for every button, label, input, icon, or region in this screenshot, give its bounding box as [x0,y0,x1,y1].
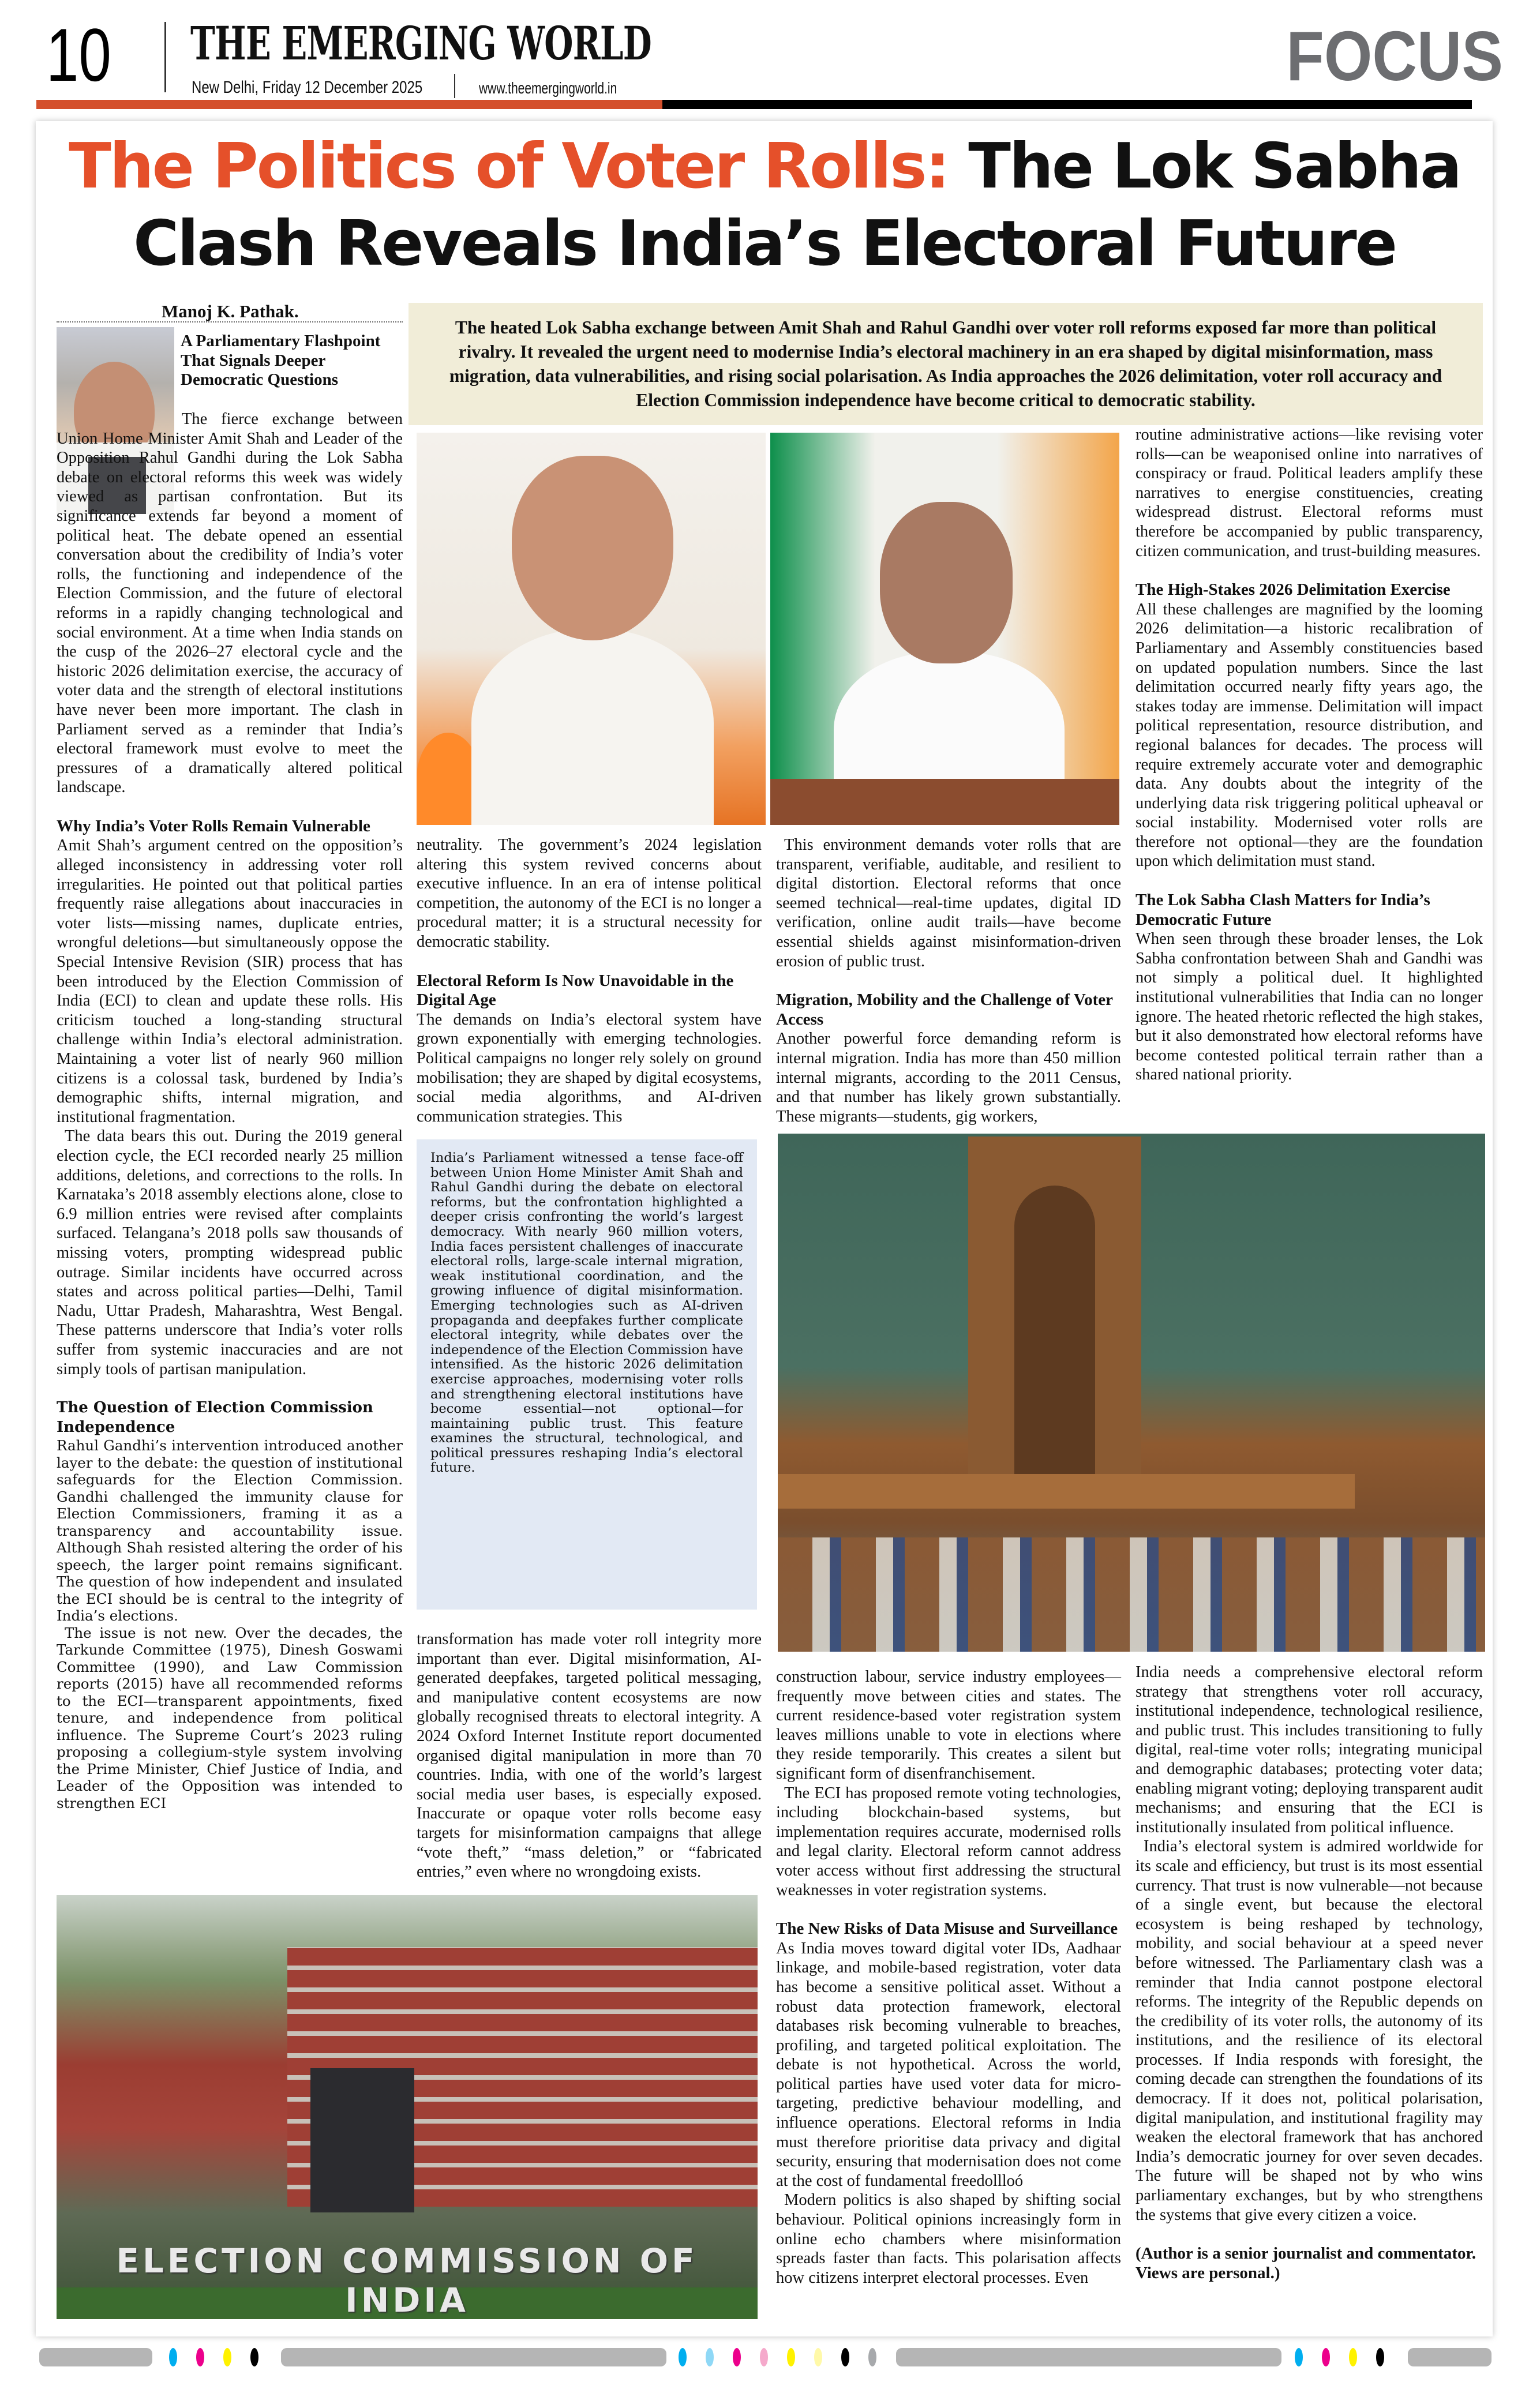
column-3-bottom [776,1667,1121,2287]
registration-dot-magenta [733,2348,741,2366]
column-1-top [181,332,403,390]
registration-gray-bar [1408,2348,1491,2366]
registration-dot-cyan [1295,2348,1303,2366]
subhead-vulnerable: Why India’s Voter Rolls Remain Vulnerable [57,816,370,835]
registration-dot-magenta [1322,2348,1330,2366]
registration-dot-light-cyan [706,2348,714,2366]
gandhi-table [770,779,1119,825]
shah-head [512,456,673,640]
gandhi-head [880,502,1013,663]
headline-black-part: The Lok Sabha Clash Reveals India’s Electoral Future [133,130,1460,280]
standfirst-deck: The heated Lok Sabha exchange between Amit Shah and Rahul Gandhi over voter roll reforms exposed far more than political rivalry. It revealed the urgent need to modernise India’s electoral machinery in an era shaped by digital misinformation, mass migration, data vulnerabilities, and rising social polarisation. As India approaches the 2026 delimitation, voter roll accuracy and Election Commission independence have become critical to democratic stability. [409,303,1483,425]
registration-dot-black [1376,2348,1384,2366]
registration-dot-yellow [1349,2348,1357,2366]
masthead-rule-orange [36,100,662,109]
paragraph-routine: routine administrative actions—like revising voter rolls—can be weaponised online into narratives of conspiracy or fraud. Political leaders amplify these narratives to energise constituencies, creating widespread distrust. Electoral reforms must therefore be accompanied by public transparency, citizen communication, and trust-building measures. [1135,426,1483,560]
registration-gray-bar [281,2348,666,2366]
paragraph-social: Modern politics is also shaped by shifting social behaviour. Political opinions increasingly form in online echo chambers where misinformation spreads faster than facts. This polarisation affects how citizens interpret electoral processes. Even [776,2191,1121,2287]
eci-sign-text: ELECTION COMMISSION OF INDIA [116,2241,698,2319]
paragraph-clash: When seen through these broader lenses, the Lok Sabha confrontation between Shah and Gandhi was not simply a political duel. It highlighted institutional vulnerabilities that India can no longer ignore. The heated rhetoric reflected the high stakes, but it also demonstrated how electoral reforms have become contested political terrain rather than a shared national priority. [1135,930,1483,1084]
paragraph-neutrality: neutrality. The government’s 2024 legislation altering this system revived concerns about executive influence. In an era of intense political competition, the autonomy of the ECI is no longer a procedural matter; it is a structural necessity for democratic stability. [417,836,762,951]
speaker-arch [1014,1186,1095,1486]
lok-sabha-chamber-photo [778,1134,1485,1652]
registration-dot-yellow [787,2348,795,2366]
paragraph-migration: Another powerful force demanding reform is internal migration. India has more than 450 million internal migrants, according to the 2011 Census, and that number has likely grown substantially. These migrants—students, gig workers, [776,1030,1121,1126]
subhead-data-misuse: The New Risks of Data Misuse and Surveillance [776,1919,1118,1938]
paragraph-migration-cont: construction labour, service industry employees—frequently move between cities and states. The current residence-based voter registration system leaves millions unable to vote in elections where they reside temporarily. This creates a silent but significant form of disenfranchisement. [776,1668,1121,1783]
registration-gray-bar [896,2348,1281,2366]
paragraph-trust: India’s electoral system is admired worldwide for its scale and efficiency, but trust is its most essential currency. That trust is now vulnerable—not because of a single event, but because the electoral ecosystem is being reshaped by technology, mobility, and social behaviour at a speed never before witnessed. The Parliamentary clash was a reminder that India cannot postpone electoral reforms. The integrity of the Republic depends on the credibility of its voter rolls, the autonomy of its institutions, and the resilience of its electoral processes. If India responds with foresight, the coming decade can strengthen the foundations of its democracy. If it does not, political polarisation, digital manipulation, and institutional fragility may weaken the electoral framework that has anchored India’s democratic journey for over seven decades. The future will be shaped not by who wins parliamentary exchanges, but by who strengthens the systems that give every citizen a voice. [1135,1837,1483,2224]
headline [46,128,1483,283]
dateline: New Delhi, Friday 12 December 2025 [192,78,423,97]
headline-red-part: The Politics of Voter Rolls: [69,130,949,202]
paragraph-remote-voting: The ECI has proposed remote voting technologies, including blockchain-based systems, but implementation requires accurate, modernised rolls and legal clarity. Electoral reform cannot address voter access without first addressing the structural weaknesses in voter registration systems. [776,1784,1121,1899]
rahul-gandhi-photo [770,433,1119,825]
print-registration-bar [0,2342,1529,2371]
speaker-dais [778,1474,1355,1509]
subhead-digital-age: Electoral Reform Is Now Unavoidable in the Digital Age [417,971,734,1010]
masthead-rule-black [662,100,1472,109]
masthead-divider [164,22,166,92]
member-benches [778,1537,1485,1652]
column-4-bottom [1135,1663,1483,2283]
paragraph-vulnerable-1: Amit Shah’s argument centred on the opposition’s alleged inconsistency in addressing voter roll irregularities. He pointed out that political parties frequently raise allegations about inaccuracies in voter lists—missing names, duplicate entries, wrongful deletions—but simultaneously oppose the Special Intensive Revision (SIR) process that has been introduced by the Election Commission of India (ECI) to clean and update these rolls. His criticism touched a long-standing structural challenge within India’s electoral administration. Maintaining a voter list of nearly 960 million citizens is a colossal task, burdened by India’s demographic shifts, internal migration, and institutional fragmentation. [57,837,403,1126]
byline: Manoj K. Pathak. [162,301,299,321]
paragraph-delimitation: All these challenges are magnified by the looming 2026 delimitation—a historic recalibration of Parliamentary and Assembly constituencies based on updated population numbers. Since the last delimitation occurred nearly fifty years ago, the stakes today are immense. Delimitation will impact political representation, resource distribution, and regional balances for decades. The process will require extremely accurate voter and demographic data. Any doubts about the integrity of the underlying data risk triggering political upheaval or social instability. Modernised voter rolls are therefore not optional—they are the foundation upon which delimitation must stand. [1135,600,1483,871]
registration-dot-black [841,2348,849,2366]
subhead-flashpoint: A Parliamentary Flashpoint That Signals Deeper Democratic Questions [181,332,381,389]
shah-kurta [471,629,714,825]
bjp-lotus-backdrop [417,733,480,825]
registration-dot-cyan [169,2348,177,2366]
registration-dot-cyan [679,2348,687,2366]
registration-dot-light-magenta [760,2348,768,2366]
registration-dot-magenta [196,2348,204,2366]
election-commission-photo [57,1895,758,2319]
registration-dot-yellow [223,2348,231,2366]
registration-dot-black [250,2348,258,2366]
section-label: FOCUS [1286,17,1503,95]
paragraph-strategy: India needs a comprehensive electoral reform strategy that strengthens voter roll accuracy, institutional independence, technological resilience, and public trust. This includes transitioning to fully digital, real-time voter rolls; integrating municipal and demographic databases; protecting voter data; enabling migrant voting; deploying transparent audit mechanisms; and ensuring that the ECI is institutionally insulated from political influence. [1135,1663,1483,1836]
dateline-divider [454,74,455,98]
paragraph-intro-text: The fierce exchange between Union Home Minister Amit Shah and Leader of the Opposition Rahul Gandhi during the Lok Sabha debate on electoral reforms this week was widely viewed as partisan confrontation. But its significance extends far beyond a moment of political heat. The debate opened an essential conversation about the credibility of India’s voter rolls, the functioning and independence of the Election Commission, and the future of electoral reforms in a rapidly changing technological and social environment. At a time when India stands on the cusp of the 2026–27 electoral cycle and the historic 2026 delimitation exercise, the accuracy of voter data and the strength of electoral institutions have never been more important. The clash in Parliament served as a reminder that India’s electoral framework must evolve to meet the pressures of a dramatically altered political landscape. [57,410,403,797]
website-link[interactable]: www.theemergingworld.in [479,79,617,97]
column-4-top [1135,425,1483,1085]
paragraph-eci-1: Rahul Gandhi’s intervention introduced another layer to the debate: the question of institutional safeguards for the Election Commission. Gandhi challenged the immunity clause for Election Commissioners, framing it as a transparency and accountability issue. Although Shah resisted altering the order of his speech, the larger point remains significant. The question of how independent and insulated the ECI should be is central to the integrity of India’s elections. [57,1437,403,1625]
paragraph-intro [57,410,403,797]
registration-gray-bar [39,2348,152,2366]
page-number: 10 [46,13,111,97]
byline-divider [57,321,403,322]
callout-box: India’s Parliament witnessed a tense face-off between Union Home Minister Amit Shah and Rahul Gandhi during the debate on electoral reforms, but the confrontation highlighted a deeper crisis confronting the world’s largest democracy. With nearly 960 million voters, India faces persistent challenges of inaccurate electoral rolls, large-scale internal migration, weak institutional coordination, and the growing influence of digital misinformation. Emerging technologies such as AI-driven propaganda and deepfakes further complicate electoral integrity, while debates over the independence of the Election Commission have intensified. As the historic 2026 delimitation exercise approaches, modernising voter rolls and strengthening electoral institutions have become essential—not optional—for maintaining public trust. This feature examines the structural, technological, and political pressures reshaping India’s electoral future. [417,1139,757,1610]
column-1 [57,410,403,1811]
amit-shah-photo [417,433,766,825]
author-note: (Author is a senior journalist and commentator. Views are personal.) [1135,2244,1476,2282]
eci-display-screen [310,2068,414,2212]
subhead-eci-independence: The Question of Election Commission Independence [57,1399,373,1436]
paragraph-environment: This environment demands voter rolls that are transparent, verifiable, auditable, and resilient to digital distortion. Electoral reforms that once seemed technical—real-time updates, digital ID verification, online audit trails—have become essential shields against misinformation-driven erosion of public trust. [776,836,1121,970]
newspaper-name: THE EMERGING WORLD [190,16,651,70]
column-3-top [776,835,1121,1126]
subhead-delimitation: The High-Stakes 2026 Delimitation Exercise [1135,580,1451,599]
subhead-migration: Migration, Mobility and the Challenge of Voter Access [776,991,1113,1029]
paragraph-digital: The demands on India’s electoral system have grown exponentially with emerging technologies. Political campaigns no longer rely solely on ground mobilisation; they are shaped by digital ecosystems, social media algorithms, and AI-driven communication strategies. This [417,1010,762,1126]
paragraph-data: As India moves toward digital voter IDs, Aadhaar linkage, and mobile-based registration, voter data has become a sensitive political asset. Without a robust data protection framework, electoral databases risk becoming vulnerable to breaches, profiling, and targeted political exploitation. The debate is not hypothetical. Across the world, political parties have used voter data for micro-targeting, predictive behaviour modelling, and influence operations. Electoral reforms in India must therefore prioritise data privacy and digital security, ensuring that modernisation does not come at the cost of fundamental freedollloó [776,1939,1121,2190]
paragraph-transformation: transformation has made voter roll integrity more important than ever. Digital misinformation, AI-generated deepfakes, targeted political messaging, and manipulative content ecosystems are now globally recognised threats to electoral integrity. A 2024 Oxford Internet Institute report documented organised digital manipulation in more than 70 countries. India, with one of the world’s largest social media user bases, is especially exposed. Inaccurate or opaque voter rolls become easy targets for misinformation campaigns that allege “vote theft,” “mass deletion,” or “fabricated entries,” even where no wrongdoing exists. [417,1630,762,1881]
column-2-top [417,835,762,1126]
masthead [0,0,1529,115]
registration-dot-light-yellow [814,2348,822,2366]
paragraph-eci-2: The issue is not new. Over the decades, the Tarkunde Committee (1975), Dinesh Goswami Committee (1990), and Law Commission reports (2015) have all recommended reforms to the ECI—transparent appointments, fixed tenure, and independence from political influence. The Supreme Court’s 2023 ruling proposing a collegium-style system involving the Prime Minister, Chief Justice of India, and Leader of the Opposition was intended to strengthen ECI [57,1624,403,1811]
subhead-clash: The Lok Sabha Clash Matters for India’s Democratic Future [1135,891,1430,929]
registration-dot-gray [868,2348,876,2366]
column-2-bottom [417,1630,762,1882]
paragraph-vulnerable-2: The data bears this out. During the 2019 general election cycle, the ECI recorded nearly 25 million additions, deletions, and corrections to the rolls. In Karnataka’s 2018 assembly elections alone, close to 6.9 million entries were revised after complaints surfaced. Telangana’s 2018 polls saw thousands of missing voters, prompting widespread public outrage. Similar incidents have occurred across states and across political parties—Delhi, Tamil Nadu, Uttar Pradesh, Maharashtra, West Bengal. These patterns underscore that India’s voter rolls suffer from systemic inaccuracies and are not simply tools of partisan manipulation. [57,1127,403,1378]
